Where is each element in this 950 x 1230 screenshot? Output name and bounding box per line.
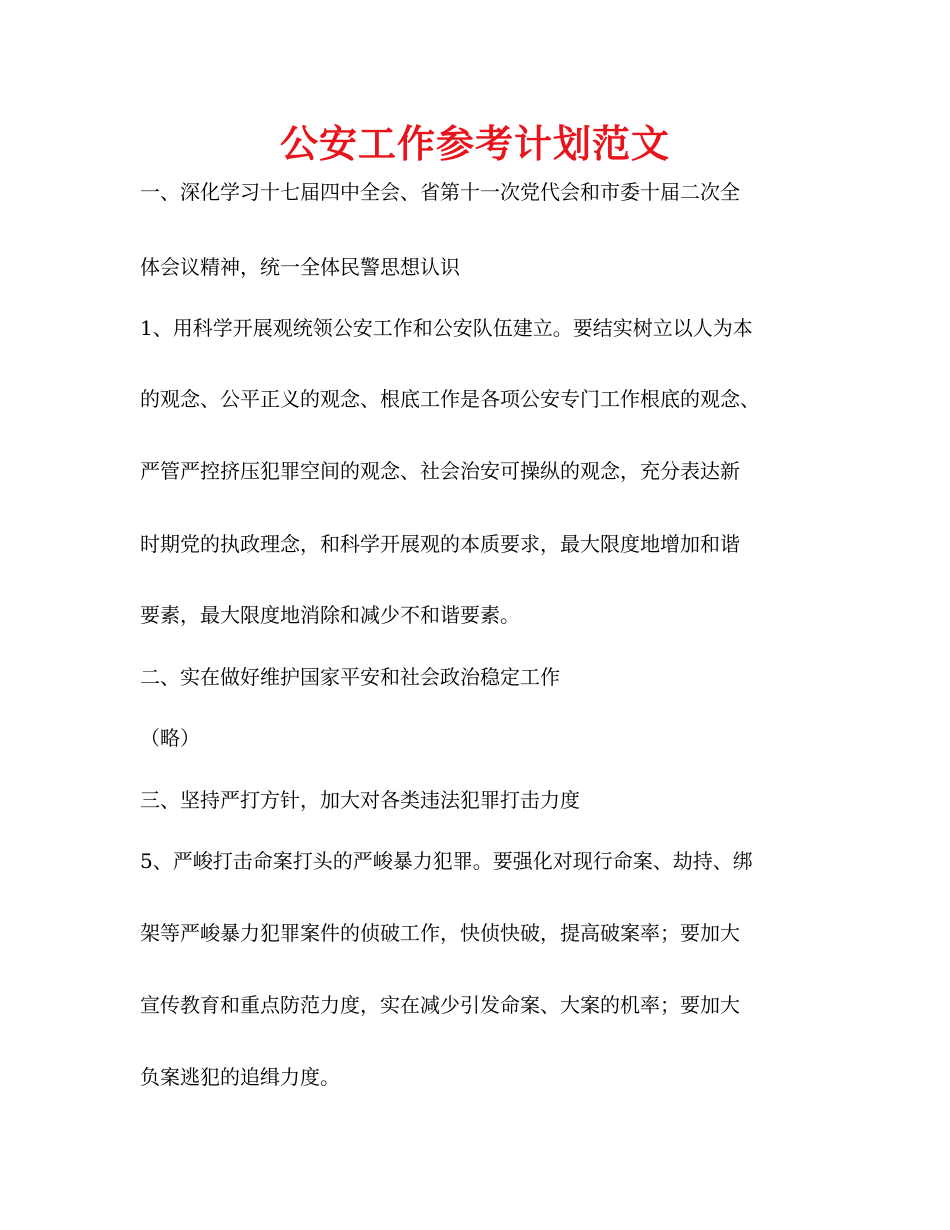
paragraph-line-heading-3: 三、坚持严打方针，加大对各类违法犯罪打击力度 xyxy=(140,788,580,812)
paragraph-line-heading-1: 一、深化学习十七届四中全会、省第十一次党代会和市委十届二次全 xyxy=(140,180,740,204)
paragraph-line: 严管严控挤压犯罪空间的观念、社会治安可操纵的观念，充分表达新 xyxy=(140,459,740,483)
paragraph-line: 的观念、公平正义的观念、根底工作是各项公安专门工作根底的观念、 xyxy=(140,387,760,411)
paragraph-line-item-1: 1、用科学开展观统领公安工作和公安队伍建立。要结实树立以人为本 xyxy=(140,316,753,340)
paragraph-line: 架等严峻暴力犯罪案件的侦破工作，快侦快破，提高破案率；要加大 xyxy=(140,921,740,945)
paragraph-line: 要素，最大限度地消除和减少不和谐要素。 xyxy=(140,603,520,627)
paragraph-line: 负案逃犯的追缉力度。 xyxy=(140,1065,340,1089)
paragraph-line-item-5: 5、严峻打击命案打头的严峻暴力犯罪。要强化对现行命案、劫持、绑 xyxy=(140,849,753,873)
paragraph-line: 宣传教育和重点防范力度，实在减少引发命案、大案的机率；要加大 xyxy=(140,993,740,1017)
paragraph-line: 时期党的执政理念，和科学开展观的本质要求，最大限度地增加和谐 xyxy=(140,532,740,556)
paragraph-line-heading-2: 二、实在做好维护国家平安和社会政治稳定工作 xyxy=(140,665,560,689)
paragraph-line-omitted: （略） xyxy=(140,726,200,750)
document-title: 公安工作参考计划范文 xyxy=(279,122,670,166)
paragraph-line: 体会议精神，统一全体民警思想认识 xyxy=(140,255,460,279)
